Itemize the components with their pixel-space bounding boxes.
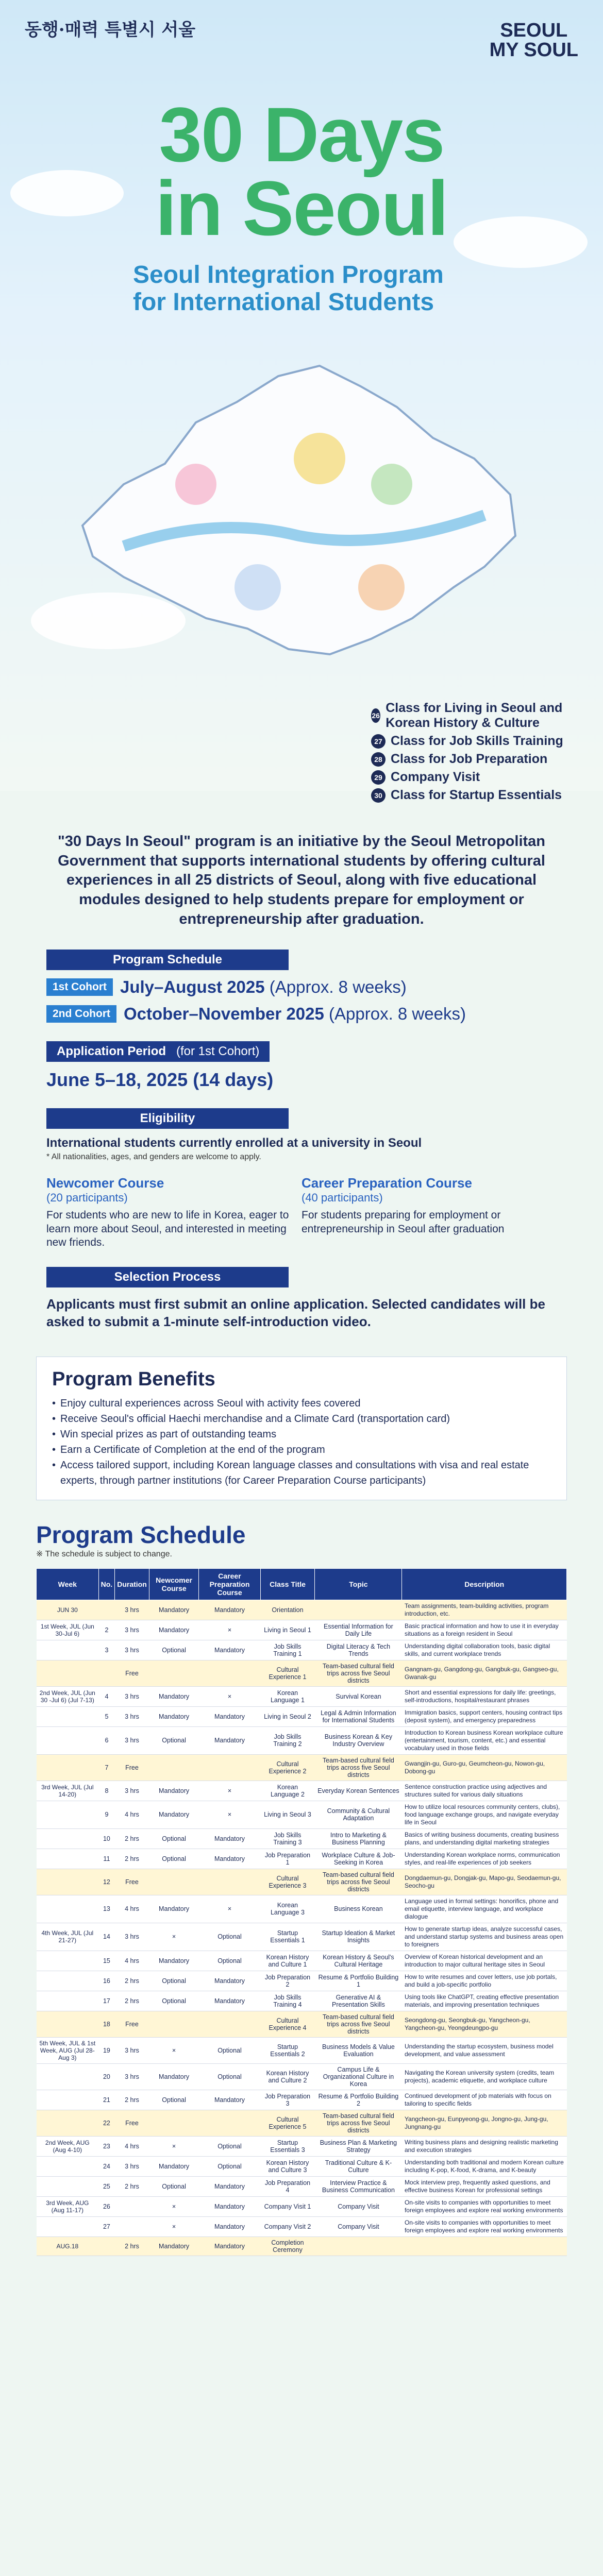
table-cell-topic: Digital Literacy & Tech Trends	[315, 1640, 402, 1660]
table-cell-week	[37, 1869, 99, 1895]
table-cell-cls: Korean Language 2	[260, 1781, 315, 1801]
table-cell-cls: Job Skills Training 1	[260, 1640, 315, 1660]
table-cell-no: 5	[98, 1706, 115, 1726]
table-cell-topic: Community & Cultural Adaptation	[315, 1801, 402, 1828]
table-cell-desc: Writing business plans and designing realistic marketing and execution strategies	[402, 2136, 567, 2156]
table-cell-topic: Resume & Portfolio Building 1	[315, 1971, 402, 1991]
table-cell-nc	[149, 1754, 199, 1781]
table-cell-nc: Mandatory	[149, 1781, 199, 1801]
info-section	[0, 950, 603, 1330]
table-cell-nc: Optional	[149, 1849, 199, 1869]
table-cell-cp: Optional	[199, 2136, 260, 2156]
table-row	[37, 1706, 567, 1726]
subtitle: Seoul Integration Program for International Students	[133, 261, 444, 316]
table-cell-topic: Survival Korean	[315, 1686, 402, 1706]
table-cell-cp: ×	[199, 1801, 260, 1828]
table-cell-desc: Gangnam-gu, Gangdong-gu, Gangbuk-gu, Gangseo-gu, Gwanak-gu	[402, 1660, 567, 1686]
table-cell-nc: Optional	[149, 1726, 199, 1754]
table-cell-topic: Team-based cultural field trips across five Seoul districts	[315, 1869, 402, 1895]
table-cell-cp: Mandatory	[199, 2216, 260, 2236]
table-row	[37, 2156, 567, 2176]
table-cell-dur: 3 hrs	[115, 2063, 149, 2090]
schedule-table	[36, 1568, 567, 2256]
legend-item: 30 Class for Startup Essentials	[371, 788, 603, 803]
table-cell-week	[37, 1849, 99, 1869]
table-cell-no: 25	[98, 2176, 115, 2196]
table-cell-topic: Essential Information for Daily Life	[315, 1620, 402, 1640]
table-cell-dur: 3 hrs	[115, 1686, 149, 1706]
table-cell-cp: Mandatory	[199, 1706, 260, 1726]
table-cell-dur: 2 hrs	[115, 2090, 149, 2110]
table-cell-topic	[315, 1600, 402, 1620]
table-cell-cp: Optional	[199, 1923, 260, 1951]
table-row	[37, 1660, 567, 1686]
table-cell-dur: 4 hrs	[115, 1951, 149, 1971]
table-row	[37, 1686, 567, 1706]
table-cell-cp: ×	[199, 1686, 260, 1706]
table-row	[37, 2236, 567, 2256]
table-cell-desc: Continued development of job materials with focus on tailoring to specific fields	[402, 2090, 567, 2110]
table-row	[37, 2063, 567, 2090]
table-cell-topic: Team-based cultural field trips across five Seoul districts	[315, 2110, 402, 2136]
table-cell-topic: Campus Life & Organizational Culture in Korea	[315, 2063, 402, 2090]
table-row	[37, 2216, 567, 2236]
table-header: Week	[37, 1568, 99, 1600]
table-cell-cls: Living in Seoul 3	[260, 1801, 315, 1828]
table-cell-nc: Mandatory	[149, 1686, 199, 1706]
table-cell-desc: How to write resumes and cover letters, use job portals, and build a job-specific portfolio	[402, 1971, 567, 1991]
table-row	[37, 1895, 567, 1923]
table-row	[37, 1869, 567, 1895]
table-cell-dur: Free	[115, 2110, 149, 2136]
table-cell-cp	[199, 2011, 260, 2037]
table-cell-desc: Immigration basics, support centers, housing contract tips (deposit system), and emergency preparedness	[402, 1706, 567, 1726]
table-cell-cls: Startup Essentials 2	[260, 2037, 315, 2063]
table-row	[37, 2196, 567, 2216]
table-cell-cls: Company Visit 2	[260, 2216, 315, 2236]
table-cell-nc: Mandatory	[149, 1620, 199, 1640]
table-cell-cls: Korean History and Culture 1	[260, 1951, 315, 1971]
seoul-districts-map	[62, 330, 536, 670]
table-cell-desc: Seongdong-gu, Seongbuk-gu, Yangcheon-gu, Yangcheon-gu, Yeongdeungpo-gu	[402, 2011, 567, 2037]
table-row	[37, 1600, 567, 1620]
table-cell-dur: 3 hrs	[115, 2156, 149, 2176]
table-cell-topic: Legal & Admin Information for International Students	[315, 1706, 402, 1726]
table-row	[37, 2176, 567, 2196]
table-cell-cp: Mandatory	[199, 2196, 260, 2216]
table-cell-cls: Cultural Experience 5	[260, 2110, 315, 2136]
table-cell-week	[37, 2063, 99, 2090]
table-row	[37, 2110, 567, 2136]
table-cell-nc: Optional	[149, 2176, 199, 2196]
table-cell-cls: Job Skills Training 3	[260, 1828, 315, 1849]
table-row	[37, 1620, 567, 1640]
table-cell-cp: Optional	[199, 2037, 260, 2063]
table-cell-topic: Interview Practice & Business Communication	[315, 2176, 402, 2196]
table-cell-no: 7	[98, 1754, 115, 1781]
table-cell-topic: Team-based cultural field trips across five Seoul districts	[315, 2011, 402, 2037]
table-cell-desc: Basic practical information and how to use it in everyday situations as a foreign resident in Seoul	[402, 1620, 567, 1640]
hero-banner	[0, 0, 603, 802]
table-cell-nc: Mandatory	[149, 2236, 199, 2256]
table-cell-nc: Mandatory	[149, 2063, 199, 2090]
cohort-row: 1st Cohort July–August 2025 (Approx. 8 weeks)	[46, 977, 557, 997]
table-cell-desc: Yangcheon-gu, Eunpyeong-gu, Jongno-gu, Jung-gu, Jungnang-gu	[402, 2110, 567, 2136]
selection-block: Selection Process Applicants must first submit an online application. Selected candidates will be asked to submit a 1-minute self-introduction video.	[46, 1267, 557, 1331]
table-cell-topic	[315, 2236, 402, 2256]
table-row	[37, 2090, 567, 2110]
table-cell-desc: Dongdaemun-gu, Dongjak-gu, Mapo-gu, Seodaemun-gu, Seocho-gu	[402, 1869, 567, 1895]
table-cell-desc: How to generate startup ideas, analyze successful cases, and understand startup systems and business areas open to foreigners	[402, 1923, 567, 1951]
table-cell-dur: 2 hrs	[115, 1991, 149, 2011]
table-row	[37, 2136, 567, 2156]
table-cell-dur: Free	[115, 1869, 149, 1895]
table-cell-desc: Introduction to Korean business Korean workplace culture (entertainment, tourism, content, etc.) and essential vocabulary used in those fields	[402, 1726, 567, 1754]
table-cell-cls: Korean History and Culture 2	[260, 2063, 315, 2090]
table-cell-cls: Living in Seoul 2	[260, 1706, 315, 1726]
table-cell-topic: Company Visit	[315, 2196, 402, 2216]
table-cell-no: 4	[98, 1686, 115, 1706]
table-cell-desc: On-site visits to companies with opportunities to meet foreign employees and explore real working environments	[402, 2216, 567, 2236]
table-cell-cp: ×	[199, 1620, 260, 1640]
table-cell-nc: Optional	[149, 1971, 199, 1991]
table-cell-dur: 3 hrs	[115, 1923, 149, 1951]
table-cell-topic: Generative AI & Presentation Skills	[315, 1991, 402, 2011]
table-header: Newcomer Course	[149, 1568, 199, 1600]
table-cell-dur: 2 hrs	[115, 2236, 149, 2256]
table-cell-topic: Intro to Marketing & Business Planning	[315, 1828, 402, 1849]
table-cell-week: JUN 30	[37, 1600, 99, 1620]
table-cell-nc	[149, 1660, 199, 1686]
table-cell-dur: 2 hrs	[115, 2176, 149, 2196]
table-cell-dur: Free	[115, 1660, 149, 1686]
table-cell-desc: Gwangjin-gu, Guro-gu, Geumcheon-gu, Nowon-gu, Dobong-gu	[402, 1754, 567, 1781]
table-cell-week	[37, 2110, 99, 2136]
table-cell-desc	[402, 2236, 567, 2256]
table-cell-desc: On-site visits to companies with opportunities to meet foreign employees and explore real working environments	[402, 2196, 567, 2216]
table-cell-week	[37, 2011, 99, 2037]
table-cell-no: 24	[98, 2156, 115, 2176]
seoul-my-soul-logo: SEOUL MY SOUL	[489, 20, 578, 61]
table-cell-no: 15	[98, 1951, 115, 1971]
table-cell-nc: Mandatory	[149, 1951, 199, 1971]
intro-paragraph: "30 Days In Seoul" program is an initiative by the Seoul Metropolitan Government that supports international students by offering cultural experiences in all 25 districts of Seoul, along with five educational modules designed to help students prepare for employment or entrepreneurship after graduation.	[57, 833, 546, 927]
table-row	[37, 2037, 567, 2063]
table-cell-week: 2nd Week, AUG (Aug 4-10)	[37, 2136, 99, 2156]
table-cell-no: 13	[98, 1895, 115, 1923]
table-cell-week: 3rd Week, AUG (Aug 11-17)	[37, 2196, 99, 2216]
table-cell-cp: Mandatory	[199, 2176, 260, 2196]
table-cell-topic: Business Korean	[315, 1895, 402, 1923]
table-cell-cp: Mandatory	[199, 2090, 260, 2110]
table-cell-dur: Free	[115, 1754, 149, 1781]
table-header: Topic	[315, 1568, 402, 1600]
table-cell-cp: ×	[199, 1781, 260, 1801]
table-cell-dur: 3 hrs	[115, 1706, 149, 1726]
table-cell-dur	[115, 2196, 149, 2216]
table-cell-week	[37, 2176, 99, 2196]
table-cell-cp: Mandatory	[199, 2236, 260, 2256]
table-cell-desc: Team assignments, team-building activities, program introduction, etc.	[402, 1600, 567, 1620]
table-cell-dur: 2 hrs	[115, 1828, 149, 1849]
map-legend	[371, 701, 603, 806]
table-cell-topic: Everyday Korean Sentences	[315, 1781, 402, 1801]
table-cell-no: 9	[98, 1801, 115, 1828]
table-cell-no: 2	[98, 1620, 115, 1640]
table-cell-topic: Team-based cultural field trips across five Seoul districts	[315, 1754, 402, 1781]
table-cell-topic: Korean History & Seoul's Cultural Heritage	[315, 1951, 402, 1971]
table-cell-topic: Company Visit	[315, 2216, 402, 2236]
table-cell-dur: 4 hrs	[115, 1895, 149, 1923]
table-cell-week	[37, 1706, 99, 1726]
table-cell-no	[98, 2236, 115, 2256]
benefits-box: Program Benefits • Enjoy cultural experiences across Seoul with activity fees covered • Receive Seoul's official Haechi merchandise and a Climate Card (transportation card) • Win special prizes as part of outstanding teams • Earn a Certificate of Completion at the end of the program • Access tailored support, including Korean language classes and consultations with visa and real estate experts, through partner institutions (for Career Preparation Course participants)	[36, 1357, 567, 1500]
table-cell-cls: Job Preparation 4	[260, 2176, 315, 2196]
table-row	[37, 1640, 567, 1660]
table-row	[37, 1801, 567, 1828]
legend-item: 29 Company Visit	[371, 770, 603, 785]
courses	[46, 1175, 557, 1249]
table-cell-no: 22	[98, 2110, 115, 2136]
table-cell-cls: Job Skills Training 2	[260, 1726, 315, 1754]
table-header: Career Preparation Course	[199, 1568, 260, 1600]
table-cell-cls: Job Preparation 3	[260, 2090, 315, 2110]
table-cell-desc: Understanding digital collaboration tools, basic digital skills, and current workplace trends	[402, 1640, 567, 1660]
table-cell-week: 5th Week, JUL & 1st Week, AUG (Jul 28-Aug 3)	[37, 2037, 99, 2063]
legend-item: 28 Class for Job Preparation	[371, 752, 603, 767]
table-cell-cp	[199, 1754, 260, 1781]
table-cell-week	[37, 2156, 99, 2176]
table-cell-topic: Team-based cultural field trips across five Seoul districts	[315, 1660, 402, 1686]
table-cell-desc: Understanding the startup ecosystem, business model development, and value assessment	[402, 2037, 567, 2063]
table-cell-topic: Resume & Portfolio Building 2	[315, 2090, 402, 2110]
table-cell-cp: Mandatory	[199, 1640, 260, 1660]
table-cell-no: 14	[98, 1923, 115, 1951]
table-cell-no: 16	[98, 1971, 115, 1991]
table-cell-dur: 3 hrs	[115, 1620, 149, 1640]
eligibility-block: Eligibility International students currently enrolled at a university in Seoul * All nationalities, ages, and genders are welcome to apply.	[46, 1108, 557, 1162]
table-cell-dur: 3 hrs	[115, 1781, 149, 1801]
table-cell-cp	[199, 2110, 260, 2136]
table-row	[37, 1781, 567, 1801]
table-cell-no: 8	[98, 1781, 115, 1801]
table-cell-no: 27	[98, 2216, 115, 2236]
table-cell-cls: Orientation	[260, 1600, 315, 1620]
table-cell-cls: Company Visit 1	[260, 2196, 315, 2216]
course-card: Career Preparation Course (40 participants) For students preparing for employment or entrepreneurship in Seoul after graduation	[301, 1175, 505, 1235]
table-cell-cls: Living in Seoul 1	[260, 1620, 315, 1640]
table-cell-no: 23	[98, 2136, 115, 2156]
legend-item: 26 Class for Living in Seoul and Korean History & Culture	[372, 701, 563, 730]
table-cell-no: 12	[98, 1869, 115, 1895]
table-header: Class Title	[260, 1568, 315, 1600]
table-cell-cp: Mandatory	[199, 1991, 260, 2011]
table-row	[37, 1971, 567, 1991]
table-cell-nc: Optional	[149, 2090, 199, 2110]
table-cell-desc: Short and essential expressions for daily life: greetings, self-introductions, hospital/restaurant phrases	[402, 1686, 567, 1706]
table-cell-cls: Cultural Experience 3	[260, 1869, 315, 1895]
table-row	[37, 2011, 567, 2037]
table-cell-nc: ×	[149, 2037, 199, 2063]
table-cell-week	[37, 2090, 99, 2110]
course-card: Newcomer Course (20 participants) For students who are new to life in Korea, eager to learn more about Seoul, and interested in meeting new friends.	[46, 1175, 289, 1248]
table-row	[37, 1754, 567, 1781]
table-cell-no: 6	[98, 1726, 115, 1754]
table-cell-cp: Mandatory	[199, 1971, 260, 1991]
table-cell-topic: Business Plan & Marketing Strategy	[315, 2136, 402, 2156]
table-cell-desc: Understanding both traditional and modern Korean culture including K-pop, K-food, K-drama, and K-beauty	[402, 2156, 567, 2176]
table-cell-desc: Using tools like ChatGPT, creating effective presentation materials, and improving presentation techniques	[402, 1991, 567, 2011]
table-cell-cp: Optional	[199, 1951, 260, 1971]
table-cell-no: 11	[98, 1849, 115, 1869]
table-cell-cls: Korean Language 1	[260, 1686, 315, 1706]
table-cell-cls: Completion Ceremony	[260, 2236, 315, 2256]
table-cell-no	[98, 1600, 115, 1620]
table-cell-desc: Sentence construction practice using adjectives and structures suited for various daily situations	[402, 1781, 567, 1801]
table-cell-desc: How to utilize local resources community centers, clubs), food language exchange groups, and navigate everyday life in Seoul	[402, 1801, 567, 1828]
table-cell-desc: Basics of writing business documents, creating business plans, and understanding digital marketing strategies	[402, 1828, 567, 1849]
table-cell-week	[37, 2216, 99, 2236]
table-cell-no: 21	[98, 2090, 115, 2110]
table-cell-nc	[149, 2011, 199, 2037]
table-cell-dur: 4 hrs	[115, 1801, 149, 1828]
table-cell-nc: Optional	[149, 1991, 199, 2011]
table-cell-cls: Job Preparation 1	[260, 1849, 315, 1869]
table-cell-cls: Cultural Experience 4	[260, 2011, 315, 2037]
table-row	[37, 1828, 567, 1849]
table-cell-no: 17	[98, 1991, 115, 2011]
table-cell-week	[37, 1640, 99, 1660]
table-cell-week: 2nd Week, JUL (Jun 30 -Jul 6) (Jul 7-13)	[37, 1686, 99, 1706]
table-header: Description	[402, 1568, 567, 1600]
table-cell-cp: Mandatory	[199, 1600, 260, 1620]
table-cell-cls: Cultural Experience 1	[260, 1660, 315, 1686]
table-cell-nc: Optional	[149, 1828, 199, 1849]
table-cell-desc: Overview of Korean historical development and an introduction to major cultural heritage sites in Seoul	[402, 1951, 567, 1971]
cohort-row: 2nd Cohort October–November 2025 (Approx. 8 weeks)	[46, 1004, 557, 1024]
schedule-table-section: Program Schedule ※ The schedule is subject to change. Week No. Duration Newcomer Course Career Preparation Course Class Title Topic Description JUN 30 3 hrs Mandatory Mandatory Orientation Team assignments, team-building activities, program introduction, etc. 1st Week, JUL (Jun 30-Jul 6) 2 3 hrs Mandatory × Living in Seoul 1 Essential Information for Daily Life Basic practical information and how to use it in everyday situations as a foreign resident in Seoul 3 3 hrs Optional Mandatory Job Skills Training 1 Digital Literacy & Tech Trends Understanding digital collaboration tools, basic digital skills, and current workplace trends Free Cultural Experience 1 Team-based cultural field trips across five Seoul districts Gangnam-gu, Gangdong-gu, Gangbuk-gu, Gangseo-gu, Gwanak-gu 2nd Week, JUL (Jun 30 -Jul 6) (Jul 7-13) 4 3 hrs Mandatory × Korean Language 1 Survival Korean Short and essential expressions for daily life: greetings, self-introductions, hospital/restaurant phrases 5 3 hrs Mandatory Mandatory Living in Seoul 2 Legal & Admin Information for International Students Immigration basics, support centers, housing contract tips (deposit system), and emergency preparedness 6 3 hrs Optional Mandatory Job Skills Training 2 Business Korean & Key Industry Overview Introduction to Korean business Korean workplace culture (entertainment, tourism, content, etc.) and essential vocabulary used in those fields 7 Free Cultural Experience 2 Team-based cultural field trips across five Seoul districts Gwangjin-gu, Guro-gu, Geumcheon-gu, Nowon-gu, Dobong-gu 3rd Week, JUL (Jul 14-20) 8 3 hrs Mandatory × Korean Language 2 Everyday Korean Sentences Sentence construction practice using adjectives and structures suited for various daily situations 9 4 hrs Mandatory × Living in Seoul 3 Community & Cultural Adaptation How to utilize local resources community centers, clubs), food language exchange groups, and navigate everyday life in Seoul 10 2 hrs Optional Mandatory Job Skills Training 3 Intro to Marketing & Business Planning Basics of writing business documents, creating business plans, and understanding digital marketing strategies 11 2 hrs Optional Mandatory Job Preparation 1 Workplace Culture & Job-Seeking in Korea Understanding Korean workplace norms, communication styles, and real-life experiences of job seekers 12 Free Cultural Experience 3 Team-based cultural field trips across five Seoul districts Dongdaemun-gu, Dongjak-gu, Mapo-gu, Seodaemun-gu, Seocho-gu 13 4 hrs Mandatory × Korean Language 3 Business Korean Language used in formal settings: honorifics, phone and email etiquette, interview language, and workplace dialogue 4th Week, JUL (Jul 21-27) 14 3 hrs × Optional Startup Essentials 1 Startup Ideation & Market Insights How to generate startup ideas, analyze successful cases, and understand startup systems and business areas open to foreigners 15 4 hrs Mandatory Optional Korean History and Culture 1 Korean History & Seoul's Cultural Heritage Overview of Korean historical development and an introduction to major cultural heritage sites in Seoul 16 2 hrs Optional Mandatory Job Preparation 2 Resume & Portfolio Building 1 How to write resumes and cover letters, use job portals, and build a job-specific portfolio 17 2 hrs Optional Mandatory Job Skills Training 4 Generative AI & Presentation Skills Using tools like ChatGPT, creating effective presentation materials, and improving presentation techniques 18 Free Cultural Experience 4 Team-based cultural field trips across five Seoul districts Seongdong-gu, Seongbuk-gu, Yangcheon-gu, Yangcheon-gu, Yeongdeungpo-gu 5th Week, JUL & 1st Week, AUG (Jul 28-Aug 3) 19 3 hrs × Optional Startup Essentials 2 Business Models & Value Evaluation Understanding the startup ecosystem, business model development, and value assessment 20 3 hrs Mandatory Optional Korean History and Culture 2 Campus Life & Organizational Culture in Korea Navigating the Korean university system (credits, team projects), academic etiquette, and workplace culture 21 2 hrs Optional Mandatory Job Preparation 3 Resume & Portfolio Building 2 Continued development of job materials with focus on tailoring to specific fields 22 Free Cultural Experience 5 Team-based cultural field trips across five Seoul districts Yangcheon-gu, Eunpyeong-gu, Jongno-gu, Jung-gu, Jungnang-gu 2nd Week, AUG (Aug 4-10) 23 4 hrs × Optional Startup Essentials 3 Business Plan & Marketing Strategy Writing business plans and designing realistic marketing and execution strategies 24 3 hrs Mandatory Optional Korean History and Culture 3 Traditional Culture & K-Culture Understanding both traditional and modern Korean culture including K-pop, K-food, K-drama, and K-beauty 25 2 hrs Optional Mandatory Job Preparation 4 Interview Practice & Business Communication Mock interview prep, frequently asked questions, and effective business Korean for professional settings 3rd Week, AUG (Aug 11-17) 26 × Mandatory Company Visit 1 Company Visit On-site visits to companies with opportunities to meet foreign employees and explore real working environments 27 × Mandatory Company Visit 2 Company Visit On-site visits to companies with opportunities to meet foreign employees and explore real working environments AUG.18 2 hrs Mandatory Mandatory Completion Ceremony	[36, 1521, 567, 2256]
table-cell-dur	[115, 2216, 149, 2236]
table-cell-nc	[149, 2110, 199, 2136]
table-cell-dur: 2 hrs	[115, 1971, 149, 1991]
table-row	[37, 1849, 567, 1869]
table-cell-week: AUG.18	[37, 2236, 99, 2256]
table-cell-week	[37, 1991, 99, 2011]
table-cell-week	[37, 1726, 99, 1754]
table-cell-desc: Understanding Korean workplace norms, communication styles, and real-life experiences of job seekers	[402, 1849, 567, 1869]
table-cell-nc: Mandatory	[149, 1895, 199, 1923]
table-cell-week	[37, 1754, 99, 1781]
legend-item: 27 Class for Job Skills Training	[371, 734, 603, 749]
table-cell-nc: Mandatory	[149, 1801, 199, 1828]
table-cell-dur: Free	[115, 2011, 149, 2037]
table-cell-no	[98, 1660, 115, 1686]
table-cell-cls: Korean History and Culture 3	[260, 2156, 315, 2176]
table-cell-cp: Mandatory	[199, 1849, 260, 1869]
table-cell-no: 26	[98, 2196, 115, 2216]
table-cell-nc	[149, 1869, 199, 1895]
table-cell-dur: 3 hrs	[115, 2037, 149, 2063]
schedule-label: Program Schedule	[46, 950, 289, 970]
table-row	[37, 1991, 567, 2011]
table-header: No.	[98, 1568, 115, 1600]
table-cell-cp	[199, 1660, 260, 1686]
table-cell-week	[37, 1951, 99, 1971]
main-title: 30 Days in Seoul	[155, 91, 448, 251]
table-row	[37, 1726, 567, 1754]
table-cell-week	[37, 1801, 99, 1828]
table-cell-cp: Mandatory	[199, 1726, 260, 1754]
table-cell-cls: Startup Essentials 1	[260, 1923, 315, 1951]
table-cell-no: 18	[98, 2011, 115, 2037]
table-cell-week	[37, 1971, 99, 1991]
table-cell-nc: Optional	[149, 1640, 199, 1660]
table-cell-dur: 2 hrs	[115, 1849, 149, 1869]
table-cell-nc: Mandatory	[149, 1600, 199, 1620]
table-cell-topic: Business Korean & Key Industry Overview	[315, 1726, 402, 1754]
table-cell-dur: 3 hrs	[115, 1600, 149, 1620]
table-cell-week: 4th Week, JUL (Jul 21-27)	[37, 1923, 99, 1951]
table-cell-no: 3	[98, 1640, 115, 1660]
table-cell-cp: Optional	[199, 2156, 260, 2176]
table-cell-week	[37, 1828, 99, 1849]
table-cell-nc: ×	[149, 1923, 199, 1951]
table-cell-no: 19	[98, 2037, 115, 2063]
table-cell-cp: ×	[199, 1895, 260, 1923]
table-cell-week	[37, 1660, 99, 1686]
table-row	[37, 1923, 567, 1951]
table-cell-topic: Workplace Culture & Job-Seeking in Korea	[315, 1849, 402, 1869]
table-cell-topic: Traditional Culture & K-Culture	[315, 2156, 402, 2176]
seoul-slogan-logo: 동행·매력 특별시 서울	[25, 20, 196, 40]
table-cell-nc: ×	[149, 2216, 199, 2236]
application-block: Application Period (for 1st Cohort) June 5–18, 2025 (14 days)	[46, 1041, 557, 1091]
table-cell-nc: ×	[149, 2196, 199, 2216]
application-period: June 5–18, 2025 (14 days)	[46, 1069, 274, 1091]
benefits-list: • Enjoy cultural experiences across Seoul with activity fees covered • Receive Seoul's official Haechi merchandise and a Climate Card (transportation card) • Win special prizes as part of outstanding teams • Earn a Certificate of Completion at the end of the program • Access tailored support, including Korean language classes and consultations with visa and real estate experts, through partner institutions (for Career Preparation Course participants)	[52, 1396, 551, 1488]
table-cell-no: 10	[98, 1828, 115, 1849]
table-cell-dur: 3 hrs	[115, 1640, 149, 1660]
table-cell-dur: 4 hrs	[115, 2136, 149, 2156]
table-cell-nc: Mandatory	[149, 2156, 199, 2176]
table-cell-week	[37, 1895, 99, 1923]
table-cell-cp	[199, 1869, 260, 1895]
table-cell-desc: Mock interview prep, frequently asked questions, and effective business Korean for professional settings	[402, 2176, 567, 2196]
table-cell-cls: Korean Language 3	[260, 1895, 315, 1923]
table-cell-nc: ×	[149, 2136, 199, 2156]
table-cell-dur: 3 hrs	[115, 1726, 149, 1754]
table-cell-desc: Navigating the Korean university system (credits, team projects), academic etiquette, and workplace culture	[402, 2063, 567, 2090]
table-cell-cp: Optional	[199, 2063, 260, 2090]
table-cell-no: 20	[98, 2063, 115, 2090]
table-cell-cp: Mandatory	[199, 1828, 260, 1849]
table-cell-cls: Job Preparation 2	[260, 1971, 315, 1991]
table-cell-cls: Job Skills Training 4	[260, 1991, 315, 2011]
table-cell-week: 1st Week, JUL (Jun 30-Jul 6)	[37, 1620, 99, 1640]
table-cell-nc: Mandatory	[149, 1706, 199, 1726]
table-row	[37, 1951, 567, 1971]
table-cell-cls: Startup Essentials 3	[260, 2136, 315, 2156]
table-cell-cls: Cultural Experience 2	[260, 1754, 315, 1781]
table-cell-desc: Language used in formal settings: honorifics, phone and email etiquette, interview language, and workplace dialogue	[402, 1895, 567, 1923]
table-cell-week: 3rd Week, JUL (Jul 14-20)	[37, 1781, 99, 1801]
table-cell-topic: Business Models & Value Evaluation	[315, 2037, 402, 2063]
table-header: Duration	[115, 1568, 149, 1600]
table-cell-topic: Startup Ideation & Market Insights	[315, 1923, 402, 1951]
